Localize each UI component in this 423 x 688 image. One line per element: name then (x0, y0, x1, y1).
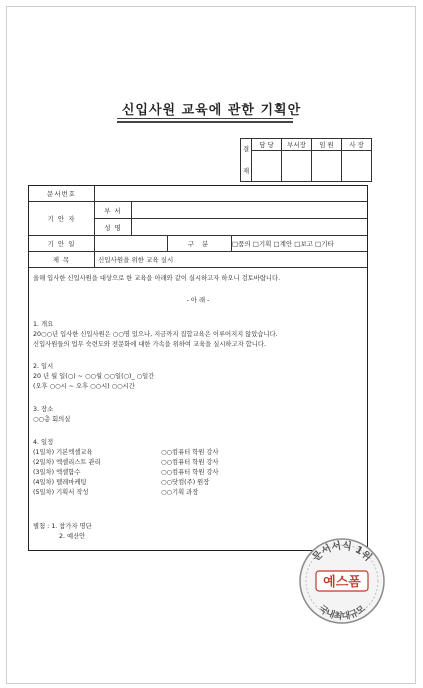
schedule-lecturer-1: ○○컴퓨터 학원 강사 (161, 449, 219, 456)
section1-line1: 20○○년 입사한 신입사원은 ○○명 있으나, 지금까지 집합교육은 이루어지지 않았습니다. (33, 331, 278, 338)
section3-title: 3. 장소 (33, 406, 54, 413)
schedule-lecturer-2: ○○컴퓨터 학원 강사 (161, 459, 219, 466)
category-label: 구 분 (167, 236, 232, 251)
attachment-1: 별첨 : 1. 참가자 명단 (33, 523, 92, 530)
subject-row (29, 252, 367, 268)
approval-sign-4[interactable] (342, 151, 372, 182)
category-options[interactable]: □품의 □기획 □계안 □보고 □기타 (232, 240, 334, 248)
stamp-top-text: 문서서식 1위 (310, 540, 374, 564)
approval-sign-2[interactable] (282, 151, 312, 182)
document-title: 신입사원 교육에 관한 기획안 (121, 103, 302, 118)
yesform-stamp-logo (296, 535, 388, 627)
name-label: 성 명 (95, 219, 132, 235)
approval-col-1: 담 당 (252, 139, 282, 151)
approval-sign-1[interactable] (252, 151, 282, 182)
schedule-lecturer-4: ○○닷컴(주) 원장 (161, 479, 210, 486)
approval-col-4: 사 장 (342, 139, 372, 151)
doc-number-label: 문서번호 (29, 186, 95, 201)
section3-line1: ○○층 회의실 (33, 416, 71, 423)
draft-date-label: 기 안 일 (29, 236, 95, 251)
approval-col-3: 임 원 (312, 139, 342, 151)
schedule-lecturer-3: ○○컴퓨터 학원 강사 (161, 469, 219, 476)
schedule-lecturer-5: ○○기획 과장 (161, 489, 199, 496)
approval-col-2: 부서장 (282, 139, 312, 151)
intro-text: 올해 입사한 신입사원을 대상으로 한 교육을 아래와 같이 실시하고자 하오니 검토바랍니다. (33, 275, 281, 282)
schedule-day-1: (1일차) 기본엑셀교육 (33, 449, 93, 456)
draft-date-row (29, 236, 367, 252)
subject-value[interactable]: 신입사원을 위한 교육 실시 (98, 256, 174, 264)
schedule-day-5: (5일차) 기획서 작성 (33, 489, 89, 496)
section1-line2: 신입사원들의 업무 숙련도와 전문화에 대한 가속을 위하여 교육을 실시하고자 합니다. (33, 341, 266, 348)
title-underline-double (117, 121, 293, 123)
schedule-day-4: (4일차) 텔레마케팅 (33, 479, 87, 486)
approval-sign-3[interactable] (312, 151, 342, 182)
doc-number-row (29, 186, 367, 202)
stamp-center-text: 예스폼 (323, 575, 361, 590)
drafter-row (29, 202, 367, 236)
dept-label: 부 서 (95, 202, 132, 219)
title-underline (117, 118, 293, 119)
stamp-bottom-text: 국내최대규모 (316, 604, 368, 623)
schedule-day-3: (3일차) 엑셀함수 (33, 469, 81, 476)
document-form (28, 185, 368, 551)
section2-line1: 20 년 월 일(○) ~ ○○월 ○○일(○)_ ○일간 (33, 373, 155, 380)
section2-line2: (오후 ○○시 ~ 오후 ○○시) ○○시간 (33, 383, 135, 390)
drafter-label: 기 안 자 (29, 202, 95, 235)
approval-table (240, 138, 372, 182)
section4-title: 4. 일정 (33, 439, 54, 446)
schedule-day-2: (2일차) 엑셀리스트 관리 (33, 459, 101, 466)
section2-title: 2. 일시 (33, 363, 54, 370)
attachment-2: 2. 예산안 (59, 533, 86, 540)
body-heading: - 아 래 - (186, 297, 210, 304)
approval-side-label: 결 재 (241, 139, 252, 182)
section1-title: 1. 개요 (33, 321, 54, 328)
subject-label: 제 목 (29, 252, 95, 267)
